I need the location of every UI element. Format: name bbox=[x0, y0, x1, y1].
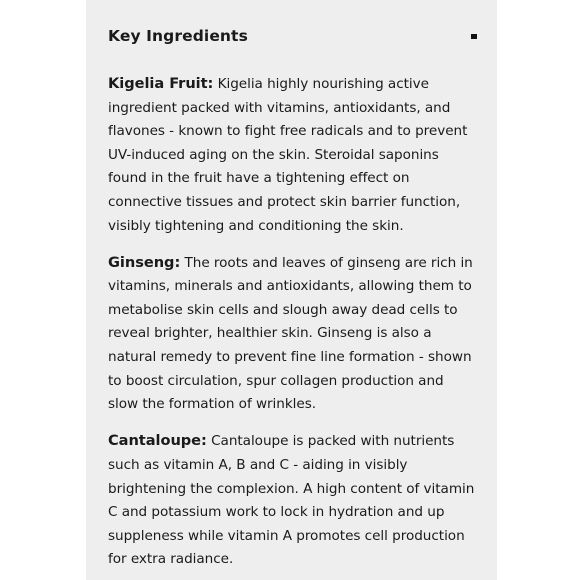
ingredient-name: Kigelia Fruit: bbox=[108, 75, 214, 92]
ingredient-description: Cantaloupe is packed with nutrients such as vitamin A, B and C - aiding in visibly brightening the complexion. A high content of vitamin C and potassium work to lock in hydration and up suppleness while vitamin A promotes cell production for extra radiance. bbox=[108, 433, 475, 568]
ingredient-name: Cantaloupe: bbox=[108, 432, 207, 450]
ingredient-ginseng bbox=[108, 251, 475, 417]
ingredient-cantaloupe bbox=[108, 429, 475, 572]
key-ingredients-accordion bbox=[86, 0, 497, 580]
minus-icon[interactable] bbox=[471, 34, 477, 39]
accordion-body bbox=[108, 72, 475, 572]
accordion-title: Key Ingredients bbox=[108, 26, 248, 45]
accordion-header[interactable] bbox=[108, 0, 475, 72]
ingredient-description: The roots and leaves of ginseng are rich in vitamins, minerals and antioxidants, allowing them to metabolise skin cells and slough away dead cells to reveal brighter, healthier skin. Ginseng is also a natural remedy to prevent fine line formation - shown to boost circulation, spur collagen production and slow the formation of wrinkles. bbox=[108, 254, 473, 413]
ingredient-name: Ginseng: bbox=[108, 253, 181, 271]
ingredient-kigelia-fruit bbox=[108, 72, 475, 238]
ingredient-description: Kigelia highly nourishing active ingredient packed with vitamins, antioxidants, and flavones - known to fight free radicals and to prevent UV-induced aging on the skin. Steroidal saponins found in the fruit have a tightening effect on connective tissues and protect skin barrier function, visibly tightening and conditioning the skin. bbox=[108, 76, 468, 234]
